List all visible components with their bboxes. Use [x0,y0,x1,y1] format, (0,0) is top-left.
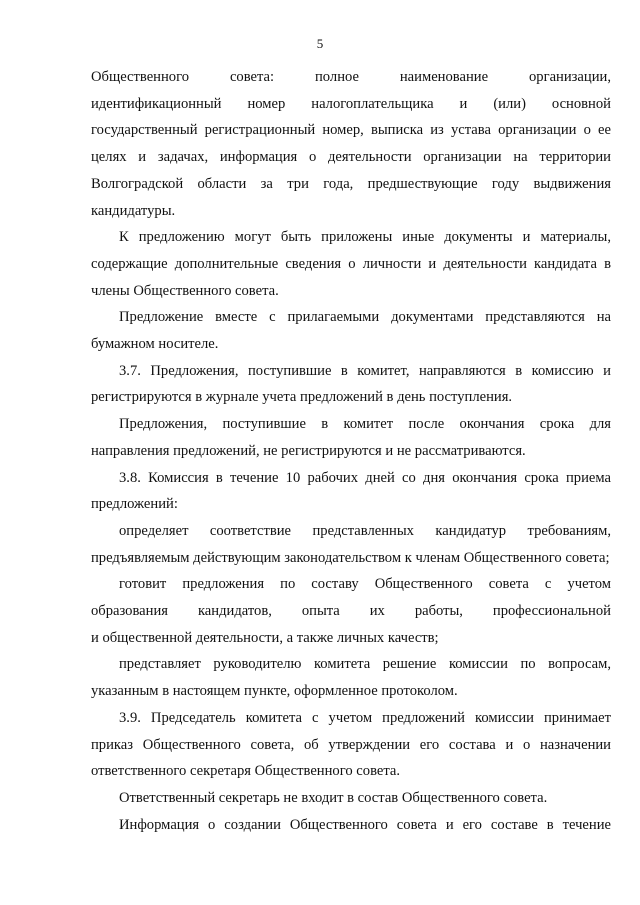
word: Общественного [91,69,190,85]
paragraph-9: представляет руководителю комитета решение комиссии по вопросам, указанным в настоящем пункте, оформленное протоколом. [91,656,611,700]
paragraph-8-line-2 [91,598,611,625]
paragraph-11: Ответственный секретарь не входит в состав Общественного совета. [119,789,548,806]
word: наименование [399,69,489,85]
document-body [91,64,611,838]
paragraph-1-rest: государственный регистрационный номер, выписка из устава организации о ее целях и задачах, информация о деятельности организации на территории Волгоградской области за три года, предшествующие году выдвижения кандидатуры. [91,122,611,219]
word: совета: [229,69,275,85]
paragraph-4: 3.7. Предложения, поступившие в комитет, направляются в комиссию и регистрируются в журнале учета предложений в день поступления. [91,362,611,406]
word: полное [315,69,359,85]
word: профессиональной [492,603,611,620]
paragraph-3: Предложение вместе с прилагаемыми документами представляются на бумажном носителе. [91,309,611,353]
paragraph-2: К предложению могут быть приложены иные документы и материалы, содержащие дополнительные сведения о личности и деятельности кандидата в члены Общественного совета. [91,229,611,299]
word: работы, [414,603,463,620]
word: налогоплательщика [311,95,434,112]
word: опыта [301,603,340,620]
word: их [369,603,385,620]
paragraph-6: 3.8. Комиссия в течение 10 рабочих дней со дня окончания срока приема предложений: [91,469,611,513]
word: и [459,95,468,112]
paragraph-5: Предложения, поступившие в комитет после окончания срока для направления предложений, не регистрируются и не рассматриваются. [91,416,611,459]
word: организации, [528,69,611,85]
paragraph-1-line-2 [91,91,611,118]
paragraph-12: Информация о создании Общественного совета и его составе в течение [119,816,611,833]
word: основной [551,95,611,112]
paragraph-1-line-1 [91,64,611,91]
word: (или) [493,95,526,112]
word: идентификационный [91,95,222,112]
paragraph-8-line-3: и общественной деятельности, а также личных качеств; [91,629,439,646]
paragraph-7: определяет соответствие представленных кандидатур требованиям, предъявляемым действующим законодательством к членам Общественного совета; [91,522,611,566]
word: номер [247,95,286,112]
word: кандидатов, [197,603,272,620]
paragraph-8-line-1: готовит предложения по составу Общественного совета с учетом [119,576,611,593]
word: образования [91,603,168,620]
page-number: 5 [316,36,324,51]
paragraph-10: 3.9. Председатель комитета с учетом предложений комиссии принимает приказ Общественного совета, об утверждении его состава и о назначении ответственного секретаря Общественного совета. [91,709,611,780]
